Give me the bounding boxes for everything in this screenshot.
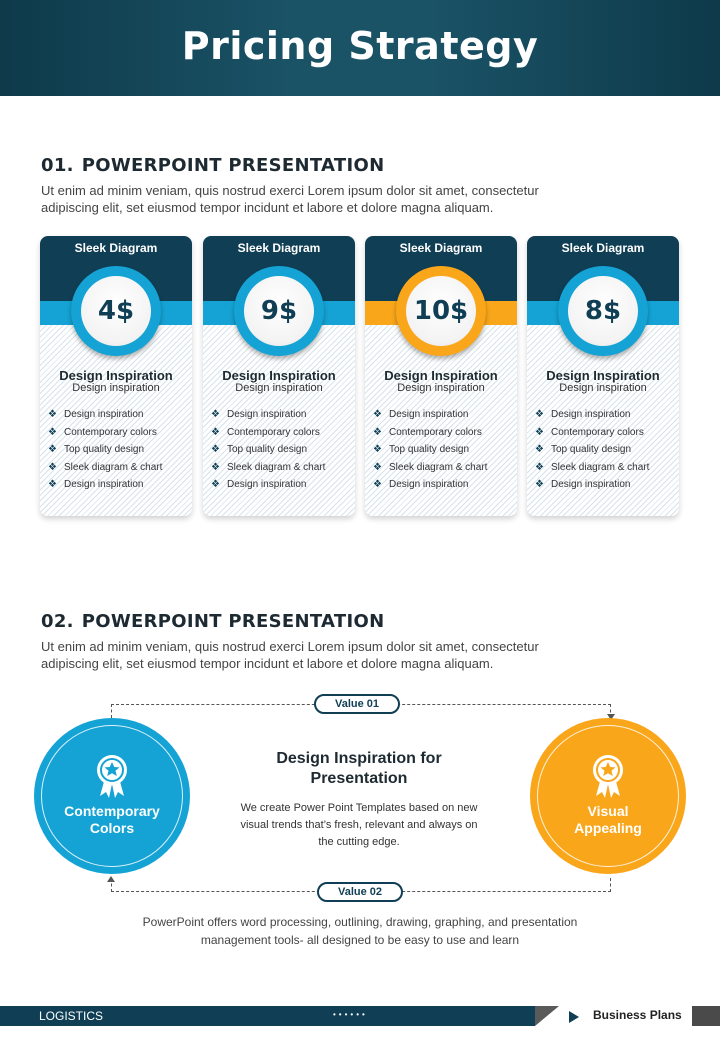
diamond-bullet-icon: ❖ xyxy=(373,426,382,438)
diamond-bullet-icon: ❖ xyxy=(535,461,544,473)
footer-left-label: LOGISTICS xyxy=(39,1009,104,1023)
diamond-bullet-icon: ❖ xyxy=(211,444,220,455)
feature-text: Design inspiration xyxy=(64,409,144,420)
card-subtitle: Design inspiration xyxy=(72,382,160,394)
feature-item xyxy=(211,459,325,477)
arrow-up-icon xyxy=(107,876,115,882)
center-title-line: Presentation xyxy=(310,770,408,787)
card-subtitle: Design inspiration xyxy=(559,382,647,394)
diamond-bullet-icon: ❖ xyxy=(373,444,382,455)
price-value: 9$ xyxy=(244,276,314,346)
contemporary-colors-circle xyxy=(34,718,190,874)
feature-item xyxy=(48,424,162,442)
bottom-text-line: management tools- all designed to be easy to use and learn xyxy=(200,933,520,947)
price-ring xyxy=(71,266,161,356)
diamond-bullet-icon: ❖ xyxy=(211,426,220,438)
diamond-bullet-icon: ❖ xyxy=(535,426,544,438)
diamond-bullet-icon: ❖ xyxy=(48,409,57,420)
feature-item xyxy=(535,406,649,424)
section-1-text-line: Ut enim ad minim veniam, quis nostrud exerci Lorem ipsum dolor sit amet, consectetur xyxy=(41,183,539,198)
feature-text: Design inspiration xyxy=(227,409,307,420)
diamond-bullet-icon: ❖ xyxy=(373,479,382,490)
center-title-line: Design Inspiration for xyxy=(276,750,442,767)
header-banner xyxy=(0,0,720,96)
section-2-text-line: Ut enim ad minim veniam, quis nostrud exerci Lorem ipsum dolor sit amet, consectetur xyxy=(41,639,539,654)
circle-label-line: Appealing xyxy=(574,820,642,836)
center-text-line: the cutting edge. xyxy=(318,836,400,848)
section-1-heading-text: POWERPOINT PRESENTATION xyxy=(81,155,385,176)
feature-item xyxy=(48,476,162,494)
bottom-description xyxy=(100,913,620,949)
feature-item xyxy=(48,459,162,477)
price-ring xyxy=(558,266,648,356)
feature-text: Contemporary colors xyxy=(227,426,320,438)
card-label: Sleek Diagram xyxy=(237,241,321,255)
feature-item xyxy=(373,406,487,424)
circle-label-line: Contemporary xyxy=(64,803,160,819)
feature-item xyxy=(373,476,487,494)
feature-text: Design inspiration xyxy=(389,479,469,490)
feature-item xyxy=(373,441,487,459)
pricing-card-4 xyxy=(527,236,679,516)
footer-corner-block xyxy=(692,1006,720,1026)
footer-dots: •••••• xyxy=(333,1010,368,1019)
visual-appealing-circle xyxy=(530,718,686,874)
center-title xyxy=(248,749,470,789)
price-value: 10$ xyxy=(406,276,476,346)
bottom-text-line: PowerPoint offers word processing, outlining, drawing, graphing, and presentation xyxy=(142,915,578,929)
card-subtitle: Design inspiration xyxy=(397,382,485,394)
card-subtitle: Design inspiration xyxy=(235,382,323,394)
section-2-heading xyxy=(41,611,384,632)
center-description xyxy=(222,800,496,851)
diamond-bullet-icon: ❖ xyxy=(535,479,544,490)
feature-item xyxy=(211,406,325,424)
feature-item xyxy=(211,476,325,494)
section-1-number: 01. xyxy=(41,155,74,176)
diamond-bullet-icon: ❖ xyxy=(373,409,382,420)
section-2-heading-text: POWERPOINT PRESENTATION xyxy=(81,611,385,632)
feature-item xyxy=(48,441,162,459)
feature-text: Sleek diagram & chart xyxy=(64,461,163,473)
value-01-pill: Value 01 xyxy=(314,694,400,714)
diamond-bullet-icon: ❖ xyxy=(48,479,57,490)
pricing-card-3 xyxy=(365,236,517,516)
feature-list xyxy=(211,406,325,494)
feature-list xyxy=(373,406,487,494)
circle-label xyxy=(530,803,686,837)
feature-text: Design inspiration xyxy=(64,479,144,490)
circle-label-line: Visual xyxy=(587,803,629,819)
diamond-bullet-icon: ❖ xyxy=(211,409,220,420)
award-badge-icon xyxy=(94,754,130,800)
feature-text: Contemporary colors xyxy=(551,426,644,438)
feature-text: Design inspiration xyxy=(227,479,307,490)
value-02-pill: Value 02 xyxy=(317,882,403,902)
diamond-bullet-icon: ❖ xyxy=(373,461,382,473)
feature-text: Top quality design xyxy=(227,444,308,455)
feature-item xyxy=(48,406,162,424)
diamond-bullet-icon: ❖ xyxy=(48,444,57,455)
card-title: Design Inspiration xyxy=(546,368,660,383)
diamond-bullet-icon: ❖ xyxy=(48,426,57,438)
circle-label-line: Colors xyxy=(89,820,135,836)
feature-text: Contemporary colors xyxy=(64,426,157,438)
feature-item xyxy=(211,441,325,459)
feature-text: Design inspiration xyxy=(551,409,631,420)
feature-item xyxy=(373,424,487,442)
circle-label xyxy=(34,803,190,837)
feature-item xyxy=(535,476,649,494)
footer-right-label: Business Plans xyxy=(593,1008,682,1022)
feature-item xyxy=(535,424,649,442)
feature-item xyxy=(373,459,487,477)
card-title: Design Inspiration xyxy=(384,368,498,383)
diamond-bullet-icon: ❖ xyxy=(535,409,544,420)
feature-text: Sleek diagram & chart xyxy=(227,461,326,473)
pricing-card-1 xyxy=(40,236,192,516)
play-arrow-icon xyxy=(569,1011,579,1023)
feature-text: Top quality design xyxy=(389,444,470,455)
card-label: Sleek Diagram xyxy=(74,241,158,255)
feature-list xyxy=(535,406,649,494)
section-1-text-line: adipiscing elit, set eiusmod tempor incidunt et labore et dolore magna aliquam. xyxy=(41,200,494,215)
feature-text: Top quality design xyxy=(64,444,145,455)
card-title: Design Inspiration xyxy=(222,368,336,383)
center-text-line: We create Power Point Templates based on new xyxy=(240,802,478,814)
feature-item xyxy=(535,459,649,477)
feature-text: Top quality design xyxy=(551,444,632,455)
footer-divider xyxy=(535,1006,559,1026)
card-label: Sleek Diagram xyxy=(561,241,645,255)
feature-item xyxy=(535,441,649,459)
section-2-number: 02. xyxy=(41,611,74,632)
section-1-description xyxy=(41,182,661,216)
feature-text: Contemporary colors xyxy=(389,426,482,438)
price-value: 8$ xyxy=(568,276,638,346)
section-1-heading xyxy=(41,155,384,176)
page-title: Pricing Strategy xyxy=(181,24,539,68)
price-value: 4$ xyxy=(81,276,151,346)
feature-item xyxy=(211,424,325,442)
diamond-bullet-icon: ❖ xyxy=(535,444,544,455)
diamond-bullet-icon: ❖ xyxy=(211,461,220,473)
feature-list xyxy=(48,406,162,494)
feature-text: Sleek diagram & chart xyxy=(551,461,650,473)
award-badge-icon xyxy=(590,754,626,800)
feature-text: Sleek diagram & chart xyxy=(389,461,488,473)
card-title: Design Inspiration xyxy=(59,368,173,383)
feature-text: Design inspiration xyxy=(551,479,631,490)
diamond-bullet-icon: ❖ xyxy=(48,461,57,473)
pricing-card-2 xyxy=(203,236,355,516)
feature-text: Design inspiration xyxy=(389,409,469,420)
section-2-text-line: adipiscing elit, set eiusmod tempor incidunt et labore et dolore magna aliquam. xyxy=(41,656,494,671)
center-text-line: visual trends that’s fresh, relevant and always on xyxy=(240,819,478,831)
card-label: Sleek Diagram xyxy=(399,241,483,255)
diamond-bullet-icon: ❖ xyxy=(211,479,220,490)
price-ring xyxy=(234,266,324,356)
price-ring xyxy=(396,266,486,356)
section-2-description xyxy=(41,638,661,672)
